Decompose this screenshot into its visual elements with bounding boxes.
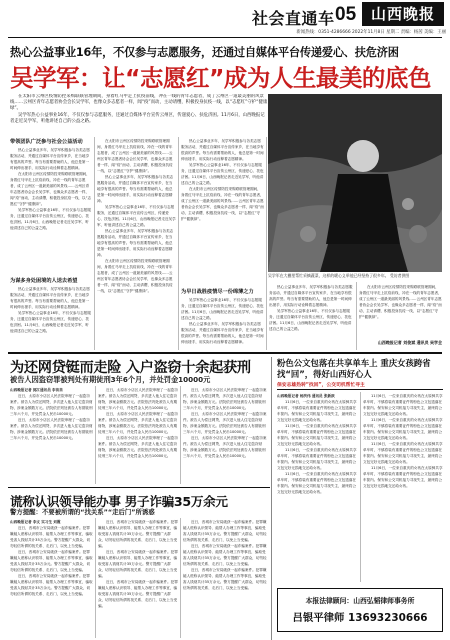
top-story-photo: [268, 94, 442, 272]
lead-paragraph-1: 在太阳市云州区疫情防控采购联联管理期间，身着红马甲走上抗疫前线，冲在一线的青年志愿者，成了云州区一道最美丽的风景线……云州区青年志愿者协会会长吴学军，也像众多志愿者一样，闻“疫”而动，主动请缨，积极投身抗疫一线，以“志愿红”守护“健康绿”。: [10, 94, 268, 112]
subheading-1: 带领团队广泛参与社会公益活动: [10, 139, 83, 145]
top-story-column-3: 热心公益事业多年，吴学军积极参与各类志愿服务活动，并通过自媒体平台宣传家乡，在当地享有很高的声誉。每当有需要帮助的人，他总是第一时间伸出援手，用实际行动诠释着志愿精神。 吴学军热心公益事业16年，不仅仅参与志愿服务，还通过自媒体平台宣传云州区，传递爱心、扶危济困。11月6日，山西晚报记者走近吴学军，听他讲述自己的公益之路。 在太阳市云州区疫情防控采购联联管理期间，身着红马甲走上抗疫前线，冲在一线的青年志愿者，成了云州区一道最美丽的风景线……云州区青年志愿者协会会长吴学军，也像众多志愿者一样，闻“疫”而动，主动请缨，积极投身抗疫一线，以“志愿红”守护“健康绿”。 为早日战胜疫情尽一份绵薄之力 吴学军热心公益事业16年，不仅仅参与志愿服务，还通过自媒体平台宣传云州区，传递爱心、扶危济困。11月6日，山西晚报记者走近吴学军，听他讲述自己的公益之路。 热心公益事业多年，吴学军积极参与各类志愿服务活动，并通过自媒体平台宣传家乡，在当地享有很高的声誉。每当有需要帮助的人，他总是第一时间伸出援手，用实际行动诠释着志愿精神。: [181, 139, 264, 344]
top-story-column-5: 在太阳市云州区疫情防控采购联联管理期间，身着红马甲走上抗疫前线，冲在一线的青年志愿者，成了云州区一道最美丽的风景线……云州区青年志愿者协会会长吴学军，也像众多志愿者一样，闻“疫”而动，主动请缨，积极投身抗疫一线，以“志愿红”守护“健康绿”。 山西晚报记者 刘俊斌 通讯员 吴学全: [359, 285, 442, 345]
column-rule: [266, 137, 267, 350]
side-story-column-1: 山西晚报记者 杨洪伟 通讯员 张新跃 11月6日，一位来自重庆的女孩在太原骑共享单车时，不慎将装有重要证件的粉色公文包遗落在车筐内。保安和公交司机接力寻找失主，最终将公文包完好无损地交还给女孩。 11月6日，一位来自重庆的女孩在太原骑共享单车时，不慎将装有重要证件的粉色公文包遗落在车筐内。保安和公交司机接力寻找失主，最终将公文包完好无损地交还给女孩。 11月6日，一位来自重庆的女孩在太原骑共享单车时，不慎将装有重要证件的粉色公文包遗落在车筐内。保安和公交司机接力寻找失主，最终将公文包完好无损地交还给女孩。 11月6日，一位来自重庆的女孩在太原骑共享单车时，不慎将装有重要证件的粉色公文包遗落在车筐内。保安和公交司机接力寻找失主，最终将公文包完好无损地交还给女孩。: [277, 394, 357, 494]
story3-headline: 谎称认识领导能办事 男子诈骗35万余元: [10, 494, 228, 509]
top-story-column-4: 热心公益事业多年，吴学军积极参与各类志愿服务活动，并通过自媒体平台宣传家乡，在当地享有很高的声誉。每当有需要帮助的人，他总是第一时间伸出援手，用实际行动诠释着志愿精神。 吴学军热心公益事业16年，不仅仅参与志愿服务，还通过自媒体平台宣传云州区，传递爱心、扶危济困。11月6日，山西晚报记者走近吴学军，听他讲述自己的公益之路。: [269, 285, 353, 331]
story3-byline: 山西晚报记者 李文 实习生 刘霞: [10, 520, 61, 524]
lead-paragraph-2: 吴学军热心公益事业16年，不仅仅参与志愿服务，还通过自媒体平台宣传云州区，传递爱心、扶危济困。11月6日，山西晚报记者走近吴学军，听他讲述自己的公益之路。: [10, 112, 265, 124]
side-rule: [277, 389, 443, 390]
top-story-column-2: 在太阳市云州区疫情防控采购联联管理期间，身着红马甲走上抗疫前线，冲在一线的青年志愿者，成了云州区一道最美丽的风景线……云州区青年志愿者协会会长吴学军，也像众多志愿者一样，闻“疫”而动，主动请缨，积极投身抗疫一线，以“志愿红”守护“健康绿”。 热心公益事业多年，吴学军积极参与各类志愿服务活动，并通过自媒体平台宣传家乡，在当地享有很高的声誉。每当有需要帮助的人，他总是第一时间伸出援手，用实际行动诠释着志愿精神。 吴学军热心公益事业16年，不仅仅参与志愿服务，还通过自媒体平台宣传云州区，传递爱心、扶危济困。11月6日，山西晚报记者走近吴学军，听他讲述自己的公益之路。 热心公益事业多年，吴学军积极参与各类志愿服务活动，并通过自媒体平台宣传家乡，在当地享有很高的声誉。每当有需要帮助的人，他总是第一时间伸出援手，用实际行动诠释着志愿精神。 在太阳市云州区疫情防控采购联联管理期间，身着红马甲走上抗疫前线，冲在一线的青年志愿者，成了云州区一道最美丽的风景线……云州区青年志愿者协会会长吴学军，也像众多志愿者一样，闻“疫”而动，主动请缨，积极投身抗疫一线，以“志愿红”守护“健康绿”。: [97, 139, 176, 293]
photo-caption: 吴学军在大棚里帮忙采摘蔬菜，这样的暖心义举他已经坚持了很多年。 受访者供图: [268, 273, 410, 278]
story3-column-1: 山西晚报记者 李文 实习生 刘霞 近日，晋城市公安局破获一起诈骗案件。犯罪嫌疑人谎称认识领导、能帮人办理工作等事宜，骗取受害人钱财共计35万余元。警方提醒广大群众，切勿轻信所谓的找关系、走后门，以免上当受骗。 近日，晋城市公安局破获一起诈骗案件。犯罪嫌疑人谎称认识领导、能帮人办理工作等事宜，骗取受害人钱财共计35万余元。警方提醒广大群众，切勿轻信所谓的找关系、走后门，以免上当受骗。 近日，晋城市公安局破获一起诈骗案件。犯罪嫌疑人谎称认识领导、能帮人办理工作等事宜，骗取受害人钱财共计35万余元。警方提醒广大群众，切勿轻信所谓的找关系、走后门，以免上当受骗。: [10, 520, 93, 596]
column-rule: [180, 386, 181, 484]
top-story-kicker: 热心公益事业16年，不仅参与志愿服务，还通过自媒体平台传递爱心、扶危济困: [10, 46, 399, 59]
story3-column-2: 近日，晋城市公安局破获一起诈骗案件。犯罪嫌疑人谎称认识领导、能帮人办理工作等事宜，骗取受害人钱财共计35万余元。警方提醒广大群众，切勿轻信所谓的找关系、走后门，以免上当受骗。 近日，晋城市公安局破获一起诈骗案件。犯罪嫌疑人谎称认识领导、能帮人办理工作等事宜，骗取受害人钱财共计35万余元。警方提醒广大群众，切勿轻信所谓的找关系、走后门，以免上当受骗。 近日，晋城市公安局破获一起诈骗案件。犯罪嫌疑人谎称认识领导、能帮人办理工作等事宜，骗取受害人钱财共计35万余元。警方提醒广大群众，切勿轻信所谓的找关系、走后门，以免上当受骗。: [98, 520, 178, 608]
ad-line-2: 吕银平律师 13693230666: [292, 612, 428, 624]
top-story-headline: 吴学军：让“志愿红”成为人生最美的底色: [10, 64, 431, 92]
subheading-2: 为谋多身处困境的人送去希望: [10, 278, 78, 284]
section-rule: [8, 352, 442, 354]
side-story-headline: 粉色公文包落在共享单车上 重庆女孩跨省找“回”，得好山西好心人: [277, 358, 431, 379]
masthead: [0, 0, 450, 40]
story2-column-2: 近日，太原市小店区人民法院审理了一起盗窃案件。被告人为偿还网贷，多次进入他人住宅盗窃财物，涉案金额数万元。法院依法判处被告人有期徒刑三年六个月，并处罚金人民币10000元。 近日，太原市小店区人民法院审理了一起盗窃案件。被告人为偿还网贷，多次进入他人住宅盗窃财物，涉案金额数万元。法院依法判处被告人有期徒刑三年六个月，并处罚金人民币10000元。 近日，太原市小店区人民法院审理了一起盗窃案件。被告人为偿还网贷，多次进入他人住宅盗窃财物，涉案金额数万元。法院依法判处被告人有期徒刑三年六个月，并处罚金人民币10000元。: [98, 388, 178, 458]
story2-column-3: 近日，太原市小店区人民法院审理了一起盗窃案件。被告人为偿还网贷，多次进入他人住宅盗窃财物，涉案金额数万元。法院依法判处被告人有期徒刑三年六个月，并处罚金人民币10000元。 近日，太原市小店区人民法院审理了一起盗窃案件。被告人为偿还网贷，多次进入他人住宅盗窃财物，涉案金额数万元。法院依法判处被告人有期徒刑三年六个月，并处罚金人民币10000元。 近日，太原市小店区人民法院审理了一起盗窃案件。被告人为偿还网贷，多次进入他人住宅盗窃财物，涉案金额数万元。法院依法判处被告人有期徒刑三年六个月，并处罚金人民币10000元。: [183, 388, 267, 458]
story3-column-3: 近日，晋城市公安局破获一起诈骗案件。犯罪嫌疑人谎称认识领导、能帮人办理工作等事宜，骗取受害人钱财共计35万余元。警方提醒广大群众，切勿轻信所谓的找关系、走后门，以免上当受骗。 近日，晋城市公安局破获一起诈骗案件。犯罪嫌疑人谎称认识领导、能帮人办理工作等事宜，骗取受害人钱财共计35万余元。警方提醒广大群众，切勿轻信所谓的找关系、走后门，以免上当受骗。 近日，晋城市公安局破获一起诈骗案件。犯罪嫌疑人谎称认识领导、能帮人办理工作等事宜，骗取受害人钱财共计35万余元。警方提醒广大群众，切勿轻信所谓的找关系、走后门，以免上当受骗。: [183, 520, 267, 590]
ad-line-1: 本报法律顾问：山西弘韬律师事务所: [305, 597, 415, 605]
column-rule: [95, 386, 96, 484]
story2-byline: 山西晚报记者 郭江通讯员 李苗苗: [10, 388, 63, 392]
page-number: 05: [335, 4, 357, 25]
subheading-3: 为早日战胜疫情尽一份绵薄之力: [181, 289, 254, 295]
volunteer-photo-image: [268, 94, 442, 272]
story2-headline: 为还网贷铤而走险 入户盗窃十余起获刑: [10, 360, 251, 376]
column-rule: [180, 518, 181, 638]
column-rule: [178, 137, 179, 350]
column-rule: [360, 392, 361, 582]
contact-line: 新闻热线：0351-4286666 2022年11月8日 星期二 责编：杨茜 美编：王丽: [296, 30, 446, 35]
section-title: 社会直通车: [252, 11, 335, 28]
legal-advisor-ad: [277, 588, 443, 632]
column-rule: [356, 282, 357, 350]
column-rule: [94, 137, 95, 350]
section-rule: [8, 487, 270, 488]
top-story-body: 热心公益事业多年，吴学军积极参与各类志愿服务活动，并通过自媒体平台宣传家乡，在当地享有很高的声誉。每当有需要帮助的人，他总是第一时间伸出援手，用实际行动诠释着志愿精神。 在太阳市云州区疫情防控采购联联管理期间，身着红马甲走上抗疫前线，冲在一线的青年志愿者，成了云州区一道最美丽的风景线……云州区青年志愿者协会会长吴学军，也像众多志愿者一样，闻“疫”而动，主动请缨，积极投身抗疫一线，以“志愿红”守护“健康绿”。 吴学军热心公益事业16年，不仅仅参与志愿服务，还通过自媒体平台宣传云州区，传递爱心、扶危济困。11月6日，山西晚报记者走近吴学军，听他讲述自己的公益之路。: [10, 148, 92, 230]
story2-column-1: 山西晚报记者 郭江通讯员 李苗苗 近日，太原市小店区人民法院审理了一起盗窃案件。被告人为偿还网贷，多次进入他人住宅盗窃财物，涉案金额数万元。法院依法判处被告人有期徒刑三年六个月，并处罚金人民币10000元。 近日，太原市小店区人民法院审理了一起盗窃案件。被告人为偿还网贷，多次进入他人住宅盗窃财物，涉案金额数万元。法院依法判处被告人有期徒刑三年六个月，并处罚金人民币10000元。: [10, 388, 93, 440]
top-story-byline: 山西晚报记者 刘俊斌 通讯员 吴学全: [377, 340, 442, 345]
story2-subhead: 被告人因盗窃罪被判处有期徒刑3年6个月，并处罚金10000元: [10, 375, 211, 384]
top-story-column-1: [10, 138, 92, 350]
story3-subhead: 警方提醒：不要被所谓的“找关系”“走后门”所诱惑: [10, 508, 155, 516]
side-story-byline: 山西晚报记者 杨洪伟 通讯员 张新跃: [277, 394, 335, 398]
side-story-column-2: 11月6日，一位来自重庆的女孩在太原骑共享单车时，不慎将装有重要证件的粉色公文包遗落在车筐内。保安和公交司机接力寻找失主，最终将公文包完好无损地交还给女孩。 11月6日，一位来自重庆的女孩在太原骑共享单车时，不慎将装有重要证件的粉色公文包遗落在车筐内。保安和公交司机接力寻找失主，最终将公文包完好无损地交还给女孩。 11月6日，一位来自重庆的女孩在太原骑共享单车时，不慎将装有重要证件的粉色公文包遗落在车筐内。保安和公交司机接力寻找失主，最终将公文包完好无损地交还给女孩。 11月6日，一位来自重庆的女孩在太原骑共享单车时，不慎将装有重要证件的粉色公文包遗落在车筐内。保安和公交司机接力寻找失主，最终将公文包完好无损地交还给女孩。: [363, 394, 443, 488]
masthead-rule: [8, 37, 442, 38]
side-story-subhead: 保安志雄热转“找回”，公交司机帮忙寻主: [277, 383, 365, 388]
column-rule: [271, 357, 272, 640]
top-story-body: 热心公益事业多年，吴学军积极参与各类志愿服务活动，并通过自媒体平台宣传家乡，在当地享有很高的声誉。每当有需要帮助的人，他总是第一时间伸出援手，用实际行动诠释着志愿精神。 吴学军热心公益事业16年，不仅仅参与志愿服务，还通过自媒体平台宣传云州区，传递爱心、扶危济困。11月6日，山西晚报记者走近吴学军，听他讲述自己的公益之路。: [10, 287, 91, 333]
newspaper-logo: 山西晚报: [362, 2, 444, 26]
column-rule: [95, 518, 96, 638]
top-story-lead: [10, 94, 268, 136]
